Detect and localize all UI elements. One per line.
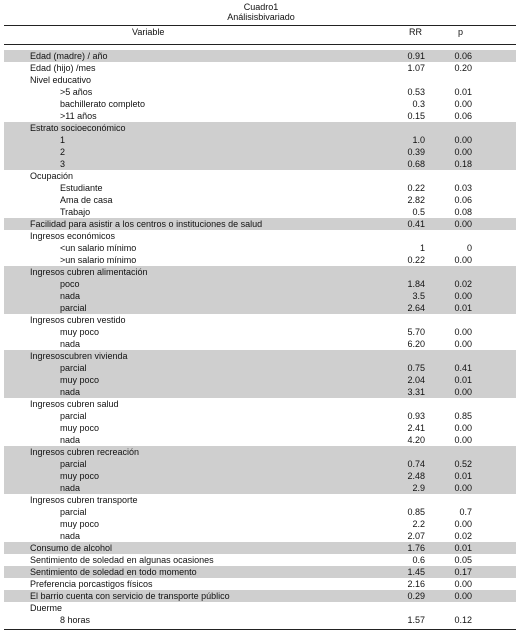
row-p-value: 0.01: [454, 303, 472, 313]
row-rr-value: 0.3: [412, 99, 425, 109]
table-row: [4, 542, 516, 554]
row-label: Ingresos cubren recreación: [30, 447, 140, 457]
row-p-value: 0.18: [454, 159, 472, 169]
row-label: muy poco: [60, 375, 100, 385]
row-label: Ingresos cubren alimentación: [30, 267, 148, 277]
row-label: Sentimiento de soledad en algunas ocasiones: [30, 555, 214, 565]
table-row: [4, 134, 516, 146]
row-rr-value: 1.07: [407, 63, 425, 73]
row-rr-value: 0.29: [407, 591, 425, 601]
row-p-value: 0.7: [459, 507, 472, 517]
table-row: [4, 290, 516, 302]
row-p-value: 0.01: [454, 471, 472, 481]
table-row: [4, 518, 516, 530]
row-rr-value: 0.68: [407, 159, 425, 169]
row-label: <un salario mínimo: [60, 243, 137, 253]
table-row: [4, 554, 516, 566]
row-label: 3: [60, 159, 66, 169]
table-row: [4, 86, 516, 98]
table-title: Cuadro1: [243, 2, 279, 12]
row-label: poco: [60, 279, 80, 289]
table-row: [4, 146, 516, 158]
row-rr-value: 2.64: [407, 303, 425, 313]
row-label: Edad (madre) / año: [30, 51, 108, 61]
row-p-value: 0.01: [454, 87, 472, 97]
table-row: [4, 182, 516, 194]
row-p-value: 0.00: [454, 579, 472, 589]
row-rr-value: 2.16: [407, 579, 425, 589]
table-row: [4, 566, 516, 578]
row-label: nada: [60, 291, 81, 301]
row-label: Preferencia porcastigos físicos: [30, 579, 153, 589]
row-label: nada: [60, 483, 81, 493]
row-p-value: 0.00: [454, 483, 472, 493]
row-p-value: 0.00: [454, 387, 472, 397]
table-row: [4, 458, 516, 470]
table-row: [4, 494, 516, 506]
row-label: muy poco: [60, 327, 100, 337]
header-rule: [4, 44, 516, 45]
row-rr-value: 0.53: [407, 87, 425, 97]
row-label: Nivel educativo: [30, 75, 92, 85]
row-p-value: 0.06: [454, 111, 472, 121]
row-rr-value: 1.0: [412, 135, 425, 145]
table-row: [4, 578, 516, 590]
row-rr-value: 1: [419, 243, 425, 253]
table-row: [4, 206, 516, 218]
row-p-value: 0.06: [454, 195, 472, 205]
row-p-value: 0.00: [454, 219, 472, 229]
table-row: [4, 50, 516, 62]
row-p-value: 0.00: [454, 291, 472, 301]
table-row: [4, 590, 516, 602]
row-p-value: 0.00: [454, 255, 472, 265]
row-label: muy poco: [60, 471, 100, 481]
row-p-value: 0.00: [454, 327, 472, 337]
table-row: [4, 530, 516, 542]
row-p-value: 0.17: [454, 567, 472, 577]
row-label: Ingresos cubren transporte: [30, 495, 138, 505]
table-row: [4, 434, 516, 446]
row-p-value: 0.03: [454, 183, 472, 193]
header-p: p: [458, 27, 464, 37]
row-rr-value: 0.74: [407, 459, 425, 469]
row-rr-value: 2.9: [412, 483, 425, 493]
row-p-value: 0.41: [454, 363, 472, 373]
table-row: [4, 158, 516, 170]
table-row: [4, 302, 516, 314]
row-label: Sentimiento de soledad en todo momento: [30, 567, 197, 577]
row-rr-value: 0.75: [407, 363, 425, 373]
row-rr-value: 0.22: [407, 183, 425, 193]
table-row: [4, 266, 516, 278]
row-label: Estudiante: [60, 183, 103, 193]
row-rr-value: 3.5: [412, 291, 425, 301]
table-row: [4, 242, 516, 254]
row-label: Consumo de alcohol: [30, 543, 113, 553]
row-p-value: 0.02: [454, 531, 472, 541]
bottom-rule: [4, 629, 516, 630]
row-rr-value: 2.82: [407, 195, 425, 205]
row-label: Duerme: [30, 603, 63, 613]
table-row: [4, 482, 516, 494]
table-row: [4, 122, 516, 134]
row-label: Ingresoscubren vivienda: [30, 351, 128, 361]
row-label: parcial: [60, 363, 87, 373]
row-label: muy poco: [60, 519, 100, 529]
table-header: [0, 27, 522, 39]
row-rr-value: 0.15: [407, 111, 425, 121]
table-row: [4, 350, 516, 362]
table-row: [4, 386, 516, 398]
row-rr-value: 2.07: [407, 531, 425, 541]
table-row: [4, 254, 516, 266]
row-label: >5 años: [60, 87, 93, 97]
table-subtitle: Análisisbivariado: [227, 12, 295, 22]
row-label: Estrato socioeconómico: [30, 123, 126, 133]
row-rr-value: 2.2: [412, 519, 425, 529]
row-label: nada: [60, 531, 81, 541]
row-p-value: 0.00: [454, 339, 472, 349]
row-label: >un salario mínimo: [60, 255, 137, 265]
row-label: Facilidad para asistir a los centros o instituciones de salud: [30, 219, 263, 229]
table-row: [4, 230, 516, 242]
row-rr-value: 0.91: [407, 51, 425, 61]
row-rr-value: 6.20: [407, 339, 425, 349]
row-p-value: 0.52: [454, 459, 472, 469]
row-label: Ocupación: [30, 171, 74, 181]
row-p-value: 0.02: [454, 279, 472, 289]
row-rr-value: 2.48: [407, 471, 425, 481]
row-label: parcial: [60, 303, 87, 313]
row-p-value: 0.08: [454, 207, 472, 217]
row-label: bachillerato completo: [60, 99, 146, 109]
row-p-value: 0: [466, 243, 472, 253]
row-p-value: 0.06: [454, 51, 472, 61]
table-row: [4, 614, 516, 626]
table-row: [4, 362, 516, 374]
row-label: parcial: [60, 507, 87, 517]
row-label: parcial: [60, 459, 87, 469]
row-p-value: 0.20: [454, 63, 472, 73]
row-rr-value: 1.76: [407, 543, 425, 553]
row-label: 1: [60, 135, 66, 145]
row-label: parcial: [60, 411, 87, 421]
table-row: [4, 170, 516, 182]
row-p-value: 0.00: [454, 435, 472, 445]
table-row: [4, 446, 516, 458]
header-rr: RR: [409, 27, 422, 37]
row-rr-value: 0.39: [407, 147, 425, 157]
row-label: nada: [60, 435, 81, 445]
row-label: 8 horas: [60, 615, 91, 625]
table-row: [4, 278, 516, 290]
row-label: Trabajo: [60, 207, 91, 217]
row-p-value: 0.00: [454, 147, 472, 157]
row-rr-value: 0.93: [407, 411, 425, 421]
row-label: Ingresos cubren vestido: [30, 315, 126, 325]
table-row: [4, 194, 516, 206]
table-row: [4, 470, 516, 482]
row-rr-value: 1.84: [407, 279, 425, 289]
row-label: >11 años: [60, 111, 97, 121]
table-row: [4, 314, 516, 326]
row-label: Ama de casa: [60, 195, 113, 205]
row-rr-value: 0.5: [412, 207, 425, 217]
table-body: [4, 50, 516, 626]
row-p-value: 0.85: [454, 411, 472, 421]
table-row: [4, 410, 516, 422]
table-row: [4, 422, 516, 434]
row-rr-value: 1.57: [407, 615, 425, 625]
row-rr-value: 0.6: [412, 555, 425, 565]
row-label: El barrio cuenta con servicio de transporte público: [30, 591, 230, 601]
row-p-value: 0.01: [454, 375, 472, 385]
row-rr-value: 0.22: [407, 255, 425, 265]
row-rr-value: 0.85: [407, 507, 425, 517]
row-p-value: 0.00: [454, 135, 472, 145]
row-label: Ingresos cubren salud: [30, 399, 119, 409]
table-row: [4, 326, 516, 338]
row-label: Ingresos económicos: [30, 231, 116, 241]
row-p-value: 0.00: [454, 591, 472, 601]
row-rr-value: 5.70: [407, 327, 425, 337]
table-row: [4, 338, 516, 350]
row-label: nada: [60, 387, 81, 397]
top-rule: [4, 25, 516, 26]
table-row: [4, 218, 516, 230]
table-row: [4, 62, 516, 74]
row-label: 2: [60, 147, 66, 157]
row-p-value: 0.00: [454, 99, 472, 109]
row-p-value: 0.12: [454, 615, 472, 625]
table-row: [4, 398, 516, 410]
row-label: nada: [60, 339, 81, 349]
row-rr-value: 2.04: [407, 375, 425, 385]
row-p-value: 0.00: [454, 519, 472, 529]
row-p-value: 0.00: [454, 423, 472, 433]
row-rr-value: 0.41: [407, 219, 425, 229]
row-label: muy poco: [60, 423, 100, 433]
table-row: [4, 110, 516, 122]
row-p-value: 0.01: [454, 543, 472, 553]
table-row: [4, 602, 516, 614]
row-p-value: 0.05: [454, 555, 472, 565]
table-row: [4, 98, 516, 110]
table-row: [4, 374, 516, 386]
header-variable: Variable: [132, 27, 165, 37]
row-label: Edad (hijo) /mes: [30, 63, 96, 73]
row-rr-value: 1.45: [407, 567, 425, 577]
table-row: [4, 506, 516, 518]
table-row: [4, 74, 516, 86]
row-rr-value: 3.31: [407, 387, 425, 397]
row-rr-value: 4.20: [407, 435, 425, 445]
row-rr-value: 2.41: [407, 423, 425, 433]
